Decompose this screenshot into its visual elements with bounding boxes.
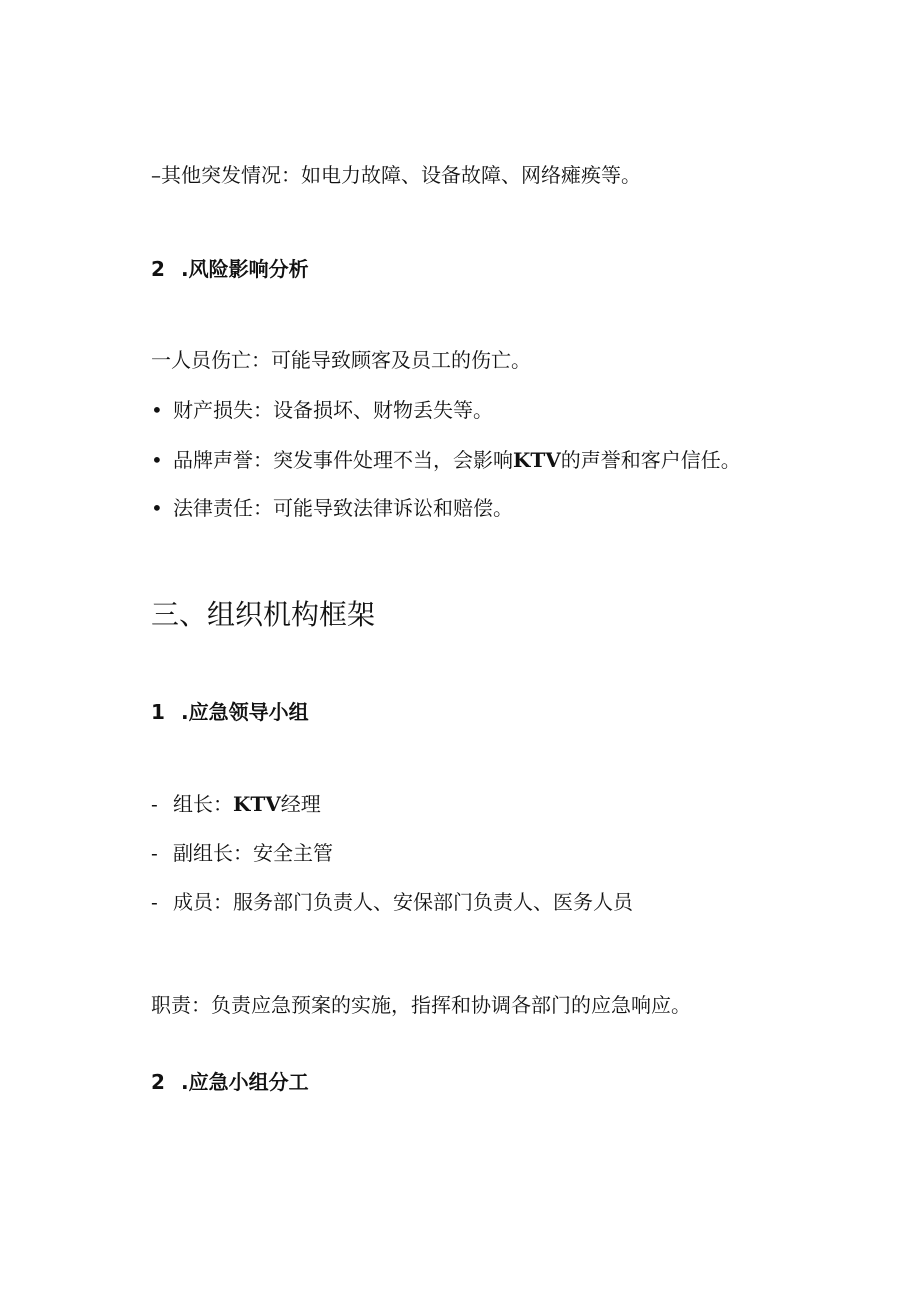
risk-other-line (151, 161, 641, 189)
bullet-marker: • (151, 448, 163, 472)
impact-item-property (151, 396, 493, 424)
division-heading (151, 1068, 309, 1096)
leadership-title: .应急领导小组 (181, 700, 309, 724)
impact-section-title: .风险影响分析 (181, 257, 309, 281)
member-text: 副组长：安全主管 (173, 841, 333, 865)
impact-item-text-pre: 品牌声誉：突发事件处理不当，会影响 (173, 448, 513, 472)
bullet-marker: • (151, 398, 163, 422)
member-text: 成员：服务部门负责人、安保部门负责人、医务人员 (173, 890, 633, 914)
impact-item-text: 一人员伤亡：可能导致顾客及员工的伤亡。 (151, 348, 531, 372)
member-deputy (151, 839, 333, 867)
dash-marker: - (151, 792, 158, 816)
bullet-marker: • (151, 496, 163, 520)
section3-title: 三、组织机构框架 (151, 598, 376, 631)
impact-section-number: 2 (151, 257, 165, 281)
impact-item-text: 财产损失：设备损坏、财物丢失等。 (173, 398, 493, 422)
dash-marker: - (151, 890, 158, 914)
member-text-post: 经理 (280, 792, 321, 816)
impact-item-legal (151, 494, 513, 522)
member-leader (151, 790, 321, 818)
risk-other-text: –其他突发情况：如电力故障、设备故障、网络瘫痪等。 (151, 163, 641, 187)
leadership-heading (151, 698, 309, 726)
dash-marker: - (151, 841, 158, 865)
impact-item-text-post: 的声誉和客户信任。 (560, 448, 741, 472)
impact-item-reputation (151, 446, 741, 474)
impact-item-text: 法律责任：可能导致法律诉讼和赔偿。 (173, 496, 513, 520)
impact-section-heading (151, 255, 309, 283)
ktv-bold-text: KTV (233, 792, 281, 816)
member-staff (151, 888, 633, 916)
division-number: 2 (151, 1070, 165, 1094)
ktv-bold-text: KTV (513, 448, 561, 472)
leadership-duty: 职责：负责应急预案的实施，指挥和协调各部门的应急响应。 (151, 993, 691, 1017)
leadership-number: 1 (151, 700, 165, 724)
member-text-pre: 组长： (173, 792, 233, 816)
impact-item-casualties (151, 346, 531, 374)
division-title: .应急小组分工 (181, 1070, 309, 1094)
